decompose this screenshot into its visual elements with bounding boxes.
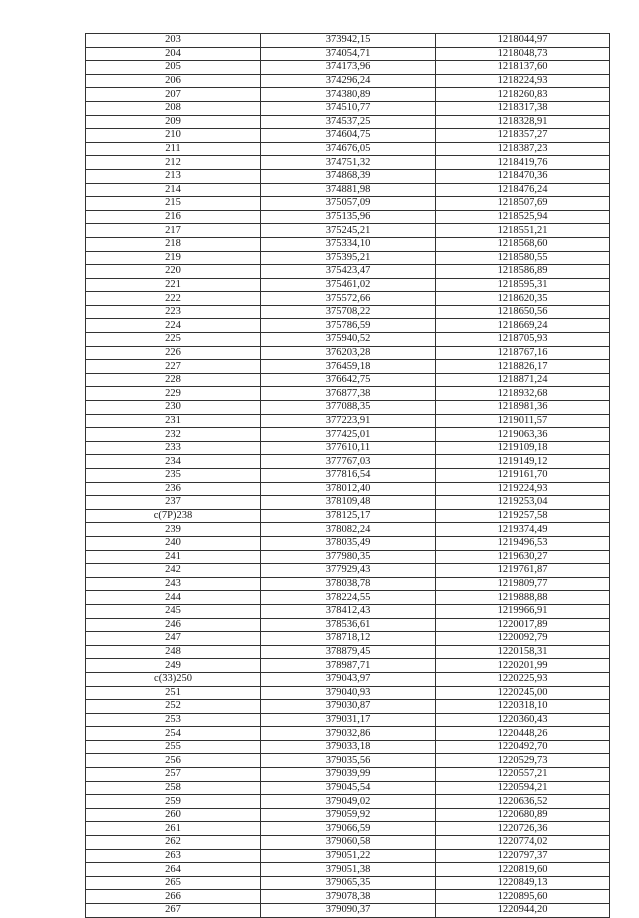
x-coordinate-cell: 375786,59 <box>261 319 436 333</box>
y-coordinate-cell: 1220557,21 <box>436 768 610 782</box>
point-number-cell: 226 <box>86 346 261 360</box>
table-row <box>86 441 610 455</box>
table-row <box>86 604 610 618</box>
x-coordinate-cell: 377610,11 <box>261 441 436 455</box>
y-coordinate-cell: 1220245,00 <box>436 686 610 700</box>
point-number-cell: 252 <box>86 700 261 714</box>
point-number-cell: 246 <box>86 618 261 632</box>
x-coordinate-cell: 378012,40 <box>261 482 436 496</box>
point-number-cell: 217 <box>86 224 261 238</box>
y-coordinate-cell: 1218507,69 <box>436 197 610 211</box>
table-row <box>86 618 610 632</box>
point-number-cell: 255 <box>86 740 261 754</box>
y-coordinate-cell: 1218470,36 <box>436 169 610 183</box>
y-coordinate-cell: 1219630,27 <box>436 550 610 564</box>
table-row <box>86 686 610 700</box>
point-number-cell: 206 <box>86 74 261 88</box>
y-coordinate-cell: 1218357,27 <box>436 129 610 143</box>
table-row <box>86 360 610 374</box>
y-coordinate-cell: 1219063,36 <box>436 428 610 442</box>
y-coordinate-cell: 1218650,56 <box>436 305 610 319</box>
point-number-cell: 209 <box>86 115 261 129</box>
x-coordinate-cell: 376642,75 <box>261 373 436 387</box>
x-coordinate-cell: 376877,38 <box>261 387 436 401</box>
point-number-cell: с(7Р)238 <box>86 509 261 523</box>
point-number-cell: 207 <box>86 88 261 102</box>
x-coordinate-cell: 374676,05 <box>261 142 436 156</box>
table-row <box>86 863 610 877</box>
table-row <box>86 142 610 156</box>
x-coordinate-cell: 374296,24 <box>261 74 436 88</box>
y-coordinate-cell: 1219888,88 <box>436 591 610 605</box>
table-row <box>86 659 610 673</box>
x-coordinate-cell: 374510,77 <box>261 101 436 115</box>
point-number-cell: 218 <box>86 237 261 251</box>
y-coordinate-cell: 1218551,21 <box>436 224 610 238</box>
x-coordinate-cell: 377425,01 <box>261 428 436 442</box>
point-number-cell: 213 <box>86 169 261 183</box>
point-number-cell: 245 <box>86 604 261 618</box>
table-row <box>86 265 610 279</box>
x-coordinate-cell: 379031,17 <box>261 713 436 727</box>
x-coordinate-cell: 375461,02 <box>261 278 436 292</box>
y-coordinate-cell: 1219761,87 <box>436 564 610 578</box>
y-coordinate-cell: 1218871,24 <box>436 373 610 387</box>
x-coordinate-cell: 379035,56 <box>261 754 436 768</box>
x-coordinate-cell: 375135,96 <box>261 210 436 224</box>
point-number-cell: 264 <box>86 863 261 877</box>
point-number-cell: 257 <box>86 768 261 782</box>
point-number-cell: 227 <box>86 360 261 374</box>
x-coordinate-cell: 379039,99 <box>261 768 436 782</box>
point-number-cell: 224 <box>86 319 261 333</box>
y-coordinate-cell: 1220492,70 <box>436 740 610 754</box>
x-coordinate-cell: 378536,61 <box>261 618 436 632</box>
x-coordinate-cell: 375708,22 <box>261 305 436 319</box>
point-number-cell: 225 <box>86 333 261 347</box>
y-coordinate-cell: 1220944,20 <box>436 904 610 918</box>
x-coordinate-cell: 377980,35 <box>261 550 436 564</box>
y-coordinate-cell: 1218705,93 <box>436 333 610 347</box>
y-coordinate-cell: 1218387,23 <box>436 142 610 156</box>
y-coordinate-cell: 1218981,36 <box>436 401 610 415</box>
y-coordinate-cell: 1220017,89 <box>436 618 610 632</box>
x-coordinate-cell: 374537,25 <box>261 115 436 129</box>
x-coordinate-cell: 373942,15 <box>261 34 436 48</box>
x-coordinate-cell: 379049,02 <box>261 795 436 809</box>
y-coordinate-cell: 1218595,31 <box>436 278 610 292</box>
table-row <box>86 740 610 754</box>
table-row <box>86 523 610 537</box>
y-coordinate-cell: 1218669,24 <box>436 319 610 333</box>
point-number-cell: 262 <box>86 836 261 850</box>
x-coordinate-cell: 375423,47 <box>261 265 436 279</box>
y-coordinate-cell: 1220594,21 <box>436 781 610 795</box>
x-coordinate-cell: 377929,43 <box>261 564 436 578</box>
x-coordinate-cell: 375245,21 <box>261 224 436 238</box>
table-row <box>86 509 610 523</box>
point-number-cell: 260 <box>86 808 261 822</box>
point-number-cell: 243 <box>86 577 261 591</box>
point-number-cell: 236 <box>86 482 261 496</box>
point-number-cell: 266 <box>86 890 261 904</box>
point-number-cell: 241 <box>86 550 261 564</box>
table-row <box>86 346 610 360</box>
y-coordinate-cell: 1219253,04 <box>436 496 610 510</box>
point-number-cell: 219 <box>86 251 261 265</box>
coordinates-table-body <box>86 34 610 918</box>
table-row <box>86 713 610 727</box>
table-row <box>86 305 610 319</box>
y-coordinate-cell: 1220636,52 <box>436 795 610 809</box>
point-number-cell: 229 <box>86 387 261 401</box>
y-coordinate-cell: 1218476,24 <box>436 183 610 197</box>
coordinates-table <box>85 33 610 918</box>
x-coordinate-cell: 375395,21 <box>261 251 436 265</box>
x-coordinate-cell: 374881,98 <box>261 183 436 197</box>
y-coordinate-cell: 1220774,02 <box>436 836 610 850</box>
y-coordinate-cell: 1219966,91 <box>436 604 610 618</box>
table-row <box>86 428 610 442</box>
x-coordinate-cell: 374173,96 <box>261 61 436 75</box>
y-coordinate-cell: 1218525,94 <box>436 210 610 224</box>
point-number-cell: 263 <box>86 849 261 863</box>
point-number-cell: 253 <box>86 713 261 727</box>
y-coordinate-cell: 1219109,18 <box>436 441 610 455</box>
x-coordinate-cell: 379078,38 <box>261 890 436 904</box>
x-coordinate-cell: 378879,45 <box>261 645 436 659</box>
table-row <box>86 237 610 251</box>
y-coordinate-cell: 1218328,91 <box>436 115 610 129</box>
x-coordinate-cell: 375572,66 <box>261 292 436 306</box>
table-row <box>86 373 610 387</box>
x-coordinate-cell: 378224,55 <box>261 591 436 605</box>
x-coordinate-cell: 378412,43 <box>261 604 436 618</box>
table-row <box>86 768 610 782</box>
y-coordinate-cell: 1218048,73 <box>436 47 610 61</box>
point-number-cell: 267 <box>86 904 261 918</box>
x-coordinate-cell: 379059,92 <box>261 808 436 822</box>
x-coordinate-cell: 379051,38 <box>261 863 436 877</box>
y-coordinate-cell: 1219224,93 <box>436 482 610 496</box>
table-row <box>86 183 610 197</box>
point-number-cell: 228 <box>86 373 261 387</box>
y-coordinate-cell: 1219257,58 <box>436 509 610 523</box>
table-row <box>86 455 610 469</box>
x-coordinate-cell: 378038,78 <box>261 577 436 591</box>
point-number-cell: 248 <box>86 645 261 659</box>
x-coordinate-cell: 375940,52 <box>261 333 436 347</box>
y-coordinate-cell: 1220819,60 <box>436 863 610 877</box>
table-row <box>86 727 610 741</box>
point-number-cell: 239 <box>86 523 261 537</box>
y-coordinate-cell: 1218260,83 <box>436 88 610 102</box>
x-coordinate-cell: 378035,49 <box>261 536 436 550</box>
table-row <box>86 645 610 659</box>
x-coordinate-cell: 379060,58 <box>261 836 436 850</box>
table-row <box>86 700 610 714</box>
point-number-cell: 234 <box>86 455 261 469</box>
table-row <box>86 808 610 822</box>
table-row <box>86 672 610 686</box>
table-row <box>86 482 610 496</box>
y-coordinate-cell: 1219374,49 <box>436 523 610 537</box>
y-coordinate-cell: 1219496,53 <box>436 536 610 550</box>
point-number-cell: 205 <box>86 61 261 75</box>
y-coordinate-cell: 1218568,60 <box>436 237 610 251</box>
point-number-cell: 221 <box>86 278 261 292</box>
table-row <box>86 61 610 75</box>
point-number-cell: 214 <box>86 183 261 197</box>
y-coordinate-cell: 1219149,12 <box>436 455 610 469</box>
table-row <box>86 414 610 428</box>
x-coordinate-cell: 377767,03 <box>261 455 436 469</box>
y-coordinate-cell: 1218932,68 <box>436 387 610 401</box>
x-coordinate-cell: 379033,18 <box>261 740 436 754</box>
x-coordinate-cell: 379030,87 <box>261 700 436 714</box>
y-coordinate-cell: 1220360,43 <box>436 713 610 727</box>
table-row <box>86 550 610 564</box>
table-row <box>86 278 610 292</box>
y-coordinate-cell: 1219011,57 <box>436 414 610 428</box>
table-row <box>86 387 610 401</box>
table-row <box>86 469 610 483</box>
y-coordinate-cell: 1218044,97 <box>436 34 610 48</box>
point-number-cell: 244 <box>86 591 261 605</box>
point-number-cell: 212 <box>86 156 261 170</box>
x-coordinate-cell: 377088,35 <box>261 401 436 415</box>
y-coordinate-cell: 1220092,79 <box>436 632 610 646</box>
table-row <box>86 101 610 115</box>
y-coordinate-cell: 1218620,35 <box>436 292 610 306</box>
table-row <box>86 74 610 88</box>
y-coordinate-cell: 1218419,76 <box>436 156 610 170</box>
y-coordinate-cell: 1220225,93 <box>436 672 610 686</box>
table-row <box>86 197 610 211</box>
point-number-cell: 254 <box>86 727 261 741</box>
point-number-cell: 210 <box>86 129 261 143</box>
table-row <box>86 251 610 265</box>
table-row <box>86 88 610 102</box>
table-row <box>86 169 610 183</box>
y-coordinate-cell: 1220797,37 <box>436 849 610 863</box>
table-row <box>86 795 610 809</box>
table-row <box>86 401 610 415</box>
table-row <box>86 115 610 129</box>
x-coordinate-cell: 375057,09 <box>261 197 436 211</box>
x-coordinate-cell: 376203,28 <box>261 346 436 360</box>
x-coordinate-cell: 374751,32 <box>261 156 436 170</box>
x-coordinate-cell: 374868,39 <box>261 169 436 183</box>
table-row <box>86 904 610 918</box>
x-coordinate-cell: 375334,10 <box>261 237 436 251</box>
point-number-cell: 256 <box>86 754 261 768</box>
y-coordinate-cell: 1220895,60 <box>436 890 610 904</box>
x-coordinate-cell: 379040,93 <box>261 686 436 700</box>
table-row <box>86 496 610 510</box>
y-coordinate-cell: 1220158,31 <box>436 645 610 659</box>
y-coordinate-cell: 1220726,36 <box>436 822 610 836</box>
table-row <box>86 577 610 591</box>
table-row <box>86 781 610 795</box>
x-coordinate-cell: 379043,97 <box>261 672 436 686</box>
point-number-cell: 203 <box>86 34 261 48</box>
table-row <box>86 849 610 863</box>
y-coordinate-cell: 1218137,60 <box>436 61 610 75</box>
point-number-cell: 249 <box>86 659 261 673</box>
y-coordinate-cell: 1218586,89 <box>436 265 610 279</box>
table-row <box>86 319 610 333</box>
x-coordinate-cell: 377816,54 <box>261 469 436 483</box>
x-coordinate-cell: 374380,89 <box>261 88 436 102</box>
x-coordinate-cell: 378125,17 <box>261 509 436 523</box>
point-number-cell: с(33)250 <box>86 672 261 686</box>
y-coordinate-cell: 1218826,17 <box>436 360 610 374</box>
y-coordinate-cell: 1220529,73 <box>436 754 610 768</box>
table-row <box>86 156 610 170</box>
table-row <box>86 632 610 646</box>
y-coordinate-cell: 1220448,26 <box>436 727 610 741</box>
point-number-cell: 230 <box>86 401 261 415</box>
x-coordinate-cell: 376459,18 <box>261 360 436 374</box>
table-row <box>86 564 610 578</box>
y-coordinate-cell: 1218767,16 <box>436 346 610 360</box>
point-number-cell: 251 <box>86 686 261 700</box>
point-number-cell: 242 <box>86 564 261 578</box>
table-row <box>86 591 610 605</box>
x-coordinate-cell: 378718,12 <box>261 632 436 646</box>
table-row <box>86 754 610 768</box>
x-coordinate-cell: 379090,37 <box>261 904 436 918</box>
point-number-cell: 247 <box>86 632 261 646</box>
point-number-cell: 216 <box>86 210 261 224</box>
point-number-cell: 208 <box>86 101 261 115</box>
x-coordinate-cell: 379032,86 <box>261 727 436 741</box>
y-coordinate-cell: 1220680,89 <box>436 808 610 822</box>
table-row <box>86 836 610 850</box>
point-number-cell: 235 <box>86 469 261 483</box>
point-number-cell: 259 <box>86 795 261 809</box>
y-coordinate-cell: 1218317,38 <box>436 101 610 115</box>
point-number-cell: 232 <box>86 428 261 442</box>
y-coordinate-cell: 1220201,99 <box>436 659 610 673</box>
point-number-cell: 233 <box>86 441 261 455</box>
y-coordinate-cell: 1220318,10 <box>436 700 610 714</box>
point-number-cell: 223 <box>86 305 261 319</box>
y-coordinate-cell: 1218580,55 <box>436 251 610 265</box>
point-number-cell: 240 <box>86 536 261 550</box>
y-coordinate-cell: 1218224,93 <box>436 74 610 88</box>
x-coordinate-cell: 378082,24 <box>261 523 436 537</box>
table-row <box>86 210 610 224</box>
point-number-cell: 237 <box>86 496 261 510</box>
table-row <box>86 876 610 890</box>
x-coordinate-cell: 374054,71 <box>261 47 436 61</box>
x-coordinate-cell: 379066,59 <box>261 822 436 836</box>
y-coordinate-cell: 1219809,77 <box>436 577 610 591</box>
x-coordinate-cell: 379051,22 <box>261 849 436 863</box>
point-number-cell: 258 <box>86 781 261 795</box>
table-row <box>86 34 610 48</box>
table-row <box>86 890 610 904</box>
point-number-cell: 222 <box>86 292 261 306</box>
x-coordinate-cell: 379045,54 <box>261 781 436 795</box>
table-row <box>86 224 610 238</box>
table-row <box>86 822 610 836</box>
table-row <box>86 333 610 347</box>
y-coordinate-cell: 1220849,13 <box>436 876 610 890</box>
x-coordinate-cell: 378987,71 <box>261 659 436 673</box>
x-coordinate-cell: 378109,48 <box>261 496 436 510</box>
table-row <box>86 129 610 143</box>
x-coordinate-cell: 374604,75 <box>261 129 436 143</box>
point-number-cell: 231 <box>86 414 261 428</box>
point-number-cell: 261 <box>86 822 261 836</box>
point-number-cell: 220 <box>86 265 261 279</box>
point-number-cell: 265 <box>86 876 261 890</box>
point-number-cell: 215 <box>86 197 261 211</box>
table-row <box>86 292 610 306</box>
point-number-cell: 211 <box>86 142 261 156</box>
y-coordinate-cell: 1219161,70 <box>436 469 610 483</box>
x-coordinate-cell: 377223,91 <box>261 414 436 428</box>
x-coordinate-cell: 379065,35 <box>261 876 436 890</box>
table-row <box>86 47 610 61</box>
point-number-cell: 204 <box>86 47 261 61</box>
table-row <box>86 536 610 550</box>
